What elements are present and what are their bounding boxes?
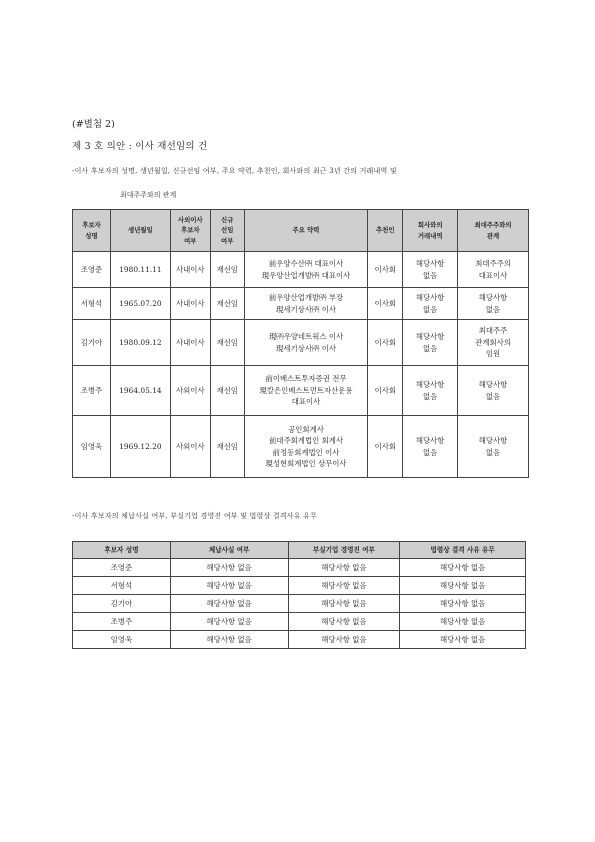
cell-line: 해당사항 [415, 259, 445, 269]
cell-line: 임원 [485, 349, 501, 359]
table-cell [110, 366, 170, 416]
table-cell: 해당사항 없음 [400, 577, 526, 595]
disqualification-row [73, 559, 526, 577]
header-cell [110, 210, 170, 252]
cell-line: 재선임 [216, 385, 238, 395]
cell-line: 사외이사 [176, 385, 205, 395]
table-cell: 해당사항 없음 [170, 595, 288, 613]
table-cell [403, 416, 458, 478]
cell-line: 前우양수산㈜ 대표이사 [268, 259, 344, 269]
cell-line: 이사회 [374, 264, 396, 274]
table-cell: 해당사항 없음 [170, 613, 288, 631]
header-cell [244, 210, 368, 252]
header-cell: 부실기업 경영진 여부 [288, 542, 400, 559]
cell-line: 해당사항 [415, 436, 445, 446]
table-cell: 해당사항 없음 [400, 613, 526, 631]
cell-line: 現세기상사㈜ 이사 [276, 304, 336, 314]
candidate-row [73, 366, 529, 416]
table-cell [458, 288, 529, 320]
cell-line: 1964.05.14 [119, 385, 162, 395]
cell-line: 임영욱 [80, 441, 103, 451]
table-cell [244, 288, 368, 320]
cell-line: 생년월일 [128, 226, 153, 235]
table-cell [110, 320, 170, 366]
disqualification-row [73, 595, 526, 613]
table-cell: 해당사항 없음 [288, 577, 400, 595]
table-cell [170, 288, 210, 320]
cell-line: 공인회계사 [288, 424, 324, 434]
cell-line: 재선임 [216, 264, 238, 274]
table-cell: 해당사항 없음 [170, 577, 288, 595]
disqualification-row [73, 631, 526, 649]
table-cell [210, 366, 244, 416]
cell-line: 최대주주 [478, 326, 508, 336]
candidate-row [73, 320, 529, 366]
table-cell [73, 320, 111, 366]
table-cell: 해당사항 없음 [400, 595, 526, 613]
cell-line: 없음 [423, 391, 438, 401]
cell-line: 現칼은인베스트먼트자산운용 [259, 385, 353, 395]
table-cell [244, 416, 368, 478]
table-cell: 해당사항 없음 [288, 595, 400, 613]
header-cell [403, 210, 458, 252]
header-cell [458, 210, 529, 252]
table-cell [73, 416, 111, 478]
cell-line: 前우양산업개발㈜ 부장 [268, 293, 344, 303]
table-cell: 해당사항 없음 [288, 631, 400, 649]
table-cell [458, 252, 529, 288]
cell-line: 여부 [221, 236, 234, 245]
table-cell [368, 252, 403, 288]
profile-header-row [73, 210, 529, 252]
cell-line: 없음 [423, 447, 438, 457]
table-cell [110, 288, 170, 320]
annex-label: (#별첨 2) [72, 119, 115, 130]
candidate-info-note: -이사 후보자의 성명, 생년월일, 신규선임 여부, 주요 약력, 추천인, 회사와의 최근 3년 간의 거래내역 및 [72, 167, 397, 175]
cell-line: 이사회 [374, 337, 396, 347]
cell-line: 없음 [423, 304, 438, 314]
table-cell: 해당사항 없음 [288, 613, 400, 631]
cell-line: 사내이사 [176, 264, 205, 274]
table-cell [170, 366, 210, 416]
cell-line: 회사와의 [417, 221, 443, 230]
cell-line: 김기아 [80, 337, 103, 347]
cell-line: 前대주회계법인 회계사 [269, 436, 343, 446]
cell-line: 최대주주의 [475, 259, 511, 269]
cell-line: 現우양산업개발㈜ 대표이사 [261, 270, 351, 280]
cell-line: 이사회 [374, 385, 396, 395]
table-cell [368, 416, 403, 478]
table-cell [170, 252, 210, 288]
cell-line: 서형석 [80, 298, 103, 308]
cell-line: 최대주주와의 [474, 221, 512, 230]
cell-line: 성명 [85, 231, 98, 240]
table-cell [110, 416, 170, 478]
table-cell: 서형석 [73, 577, 171, 595]
cell-line: 사내이사 [176, 337, 205, 347]
cell-line: 신규 [221, 216, 234, 225]
cell-line: 대표이사 [478, 270, 508, 280]
table-cell [368, 288, 403, 320]
cell-line: 사외이사 [176, 441, 205, 451]
table-cell: 해당사항 없음 [400, 559, 526, 577]
table-cell [210, 416, 244, 478]
cell-line: 사외이사 [177, 216, 203, 225]
cell-line: 주요 약력 [292, 226, 320, 235]
table-cell [403, 252, 458, 288]
agenda-title: 제 3 호 의안 : 이사 재선임의 건 [72, 141, 208, 152]
candidate-info-note-continued: 최대주주와의 관계 [120, 191, 177, 199]
table-cell [170, 320, 210, 366]
table-cell [73, 366, 111, 416]
cell-line: 없음 [485, 304, 501, 314]
table-cell [403, 320, 458, 366]
table-cell [458, 320, 529, 366]
cell-line: 해당사항 [415, 332, 445, 342]
cell-line: 재선임 [216, 441, 238, 451]
cell-line: 해당사항 [478, 436, 508, 446]
table-cell [210, 288, 244, 320]
table-cell [73, 252, 111, 288]
disqualification-row [73, 613, 526, 631]
table-cell: 해당사항 없음 [400, 631, 526, 649]
table-cell [458, 366, 529, 416]
candidate-row [73, 416, 529, 478]
cell-line: 現㈜우양네트웍스 이사 [268, 332, 344, 342]
table-cell [73, 288, 111, 320]
cell-line: 現성현회계법인 상무이사 [265, 458, 347, 468]
header-cell [170, 210, 210, 252]
table-cell: 해당사항 없음 [170, 559, 288, 577]
header-cell: 법령상 결격 사유 유무 [400, 542, 526, 559]
disqualification-row [73, 577, 526, 595]
cell-line: 조병주 [80, 385, 103, 395]
table-cell [244, 366, 368, 416]
cell-line: 해당사항 [478, 293, 508, 303]
cell-line: 조영준 [80, 264, 103, 274]
cell-line: 후보자 [181, 226, 200, 235]
table-cell [244, 320, 368, 366]
cell-line: 관계 [486, 231, 500, 240]
cell-line: 해당사항 [478, 380, 508, 390]
cell-line: 여부 [184, 236, 197, 245]
table-cell [403, 288, 458, 320]
cell-line: 前정동회계법인 이사 [272, 447, 340, 457]
table-cell [458, 416, 529, 478]
cell-line: 후보자 [82, 221, 101, 230]
cell-line: 1980.11.11 [119, 264, 162, 274]
cell-line: 대표이사 [291, 397, 321, 407]
header-cell: 체납사실 여부 [170, 542, 288, 559]
table-cell: 조병주 [73, 613, 171, 631]
cell-line: 거래내역 [417, 231, 443, 240]
header-cell [210, 210, 244, 252]
table-cell: 임영욱 [73, 631, 171, 649]
table-cell [210, 320, 244, 366]
table-cell: 김기아 [73, 595, 171, 613]
table-cell: 해당사항 없음 [170, 631, 288, 649]
disqualification-table [72, 541, 526, 649]
header-cell [73, 210, 111, 252]
disqualification-note: -이사 후보자의 체납사실 여부, 부실기업 경영진 여부 및 법령상 결격사유 유무 [72, 512, 318, 520]
table-cell [368, 366, 403, 416]
header-cell: 후보자 성명 [73, 542, 171, 559]
cell-line: 1980.09.12 [119, 337, 162, 347]
disqualification-header-row [73, 542, 526, 559]
table-cell [210, 252, 244, 288]
cell-line: 없음 [423, 343, 438, 353]
cell-line: 없음 [423, 270, 438, 280]
cell-line: 없음 [485, 447, 501, 457]
cell-line: 재선임 [216, 298, 238, 308]
cell-line: 선임 [221, 226, 234, 235]
cell-line: 없음 [485, 391, 501, 401]
cell-line: 관계회사의 [475, 337, 511, 347]
cell-line: 사내이사 [176, 298, 205, 308]
candidate-row [73, 288, 529, 320]
cell-line: 재선임 [216, 337, 238, 347]
table-cell: 해당사항 없음 [288, 559, 400, 577]
cell-line: 1965.07.20 [119, 298, 162, 308]
cell-line: 現세기상사㈜ 이사 [276, 343, 336, 353]
cell-line: 이사회 [374, 441, 396, 451]
table-cell [368, 320, 403, 366]
header-cell [368, 210, 403, 252]
table-cell [244, 252, 368, 288]
cell-line: 前이베스트투자증권 전무 [265, 374, 347, 384]
candidate-row [73, 252, 529, 288]
table-cell [403, 366, 458, 416]
cell-line: 해당사항 [415, 293, 445, 303]
cell-line: 이사회 [374, 298, 396, 308]
cell-line: 해당사항 [415, 380, 445, 390]
candidate-profile-table [72, 209, 529, 478]
table-cell [170, 416, 210, 478]
cell-line: 추천인 [376, 226, 395, 235]
cell-line: 1969.12.20 [119, 441, 162, 451]
table-cell: 조영준 [73, 559, 171, 577]
table-cell [110, 252, 170, 288]
